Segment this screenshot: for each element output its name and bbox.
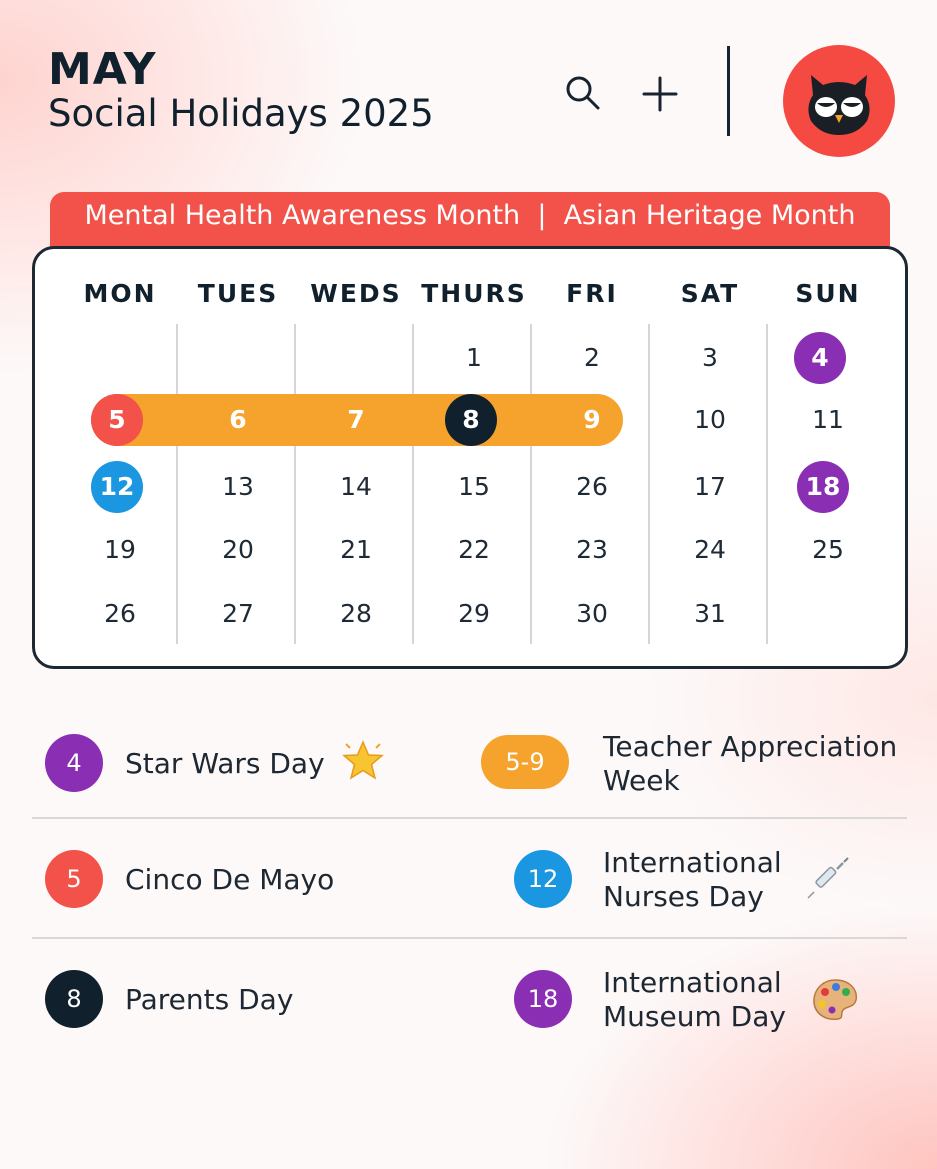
day-cell[interactable]: 2 <box>584 343 600 372</box>
day-cell[interactable]: 22 <box>458 535 490 564</box>
legend-badge: 4 <box>45 734 103 792</box>
calendar-grid <box>32 246 908 669</box>
legend-label: International Nurses Day <box>603 846 782 913</box>
day-cell[interactable]: 28 <box>340 599 372 628</box>
legend-badge: 5-9 <box>481 735 569 789</box>
day-header-thu: THURS <box>421 279 527 308</box>
legend-label: Teacher Appreciation Week <box>603 730 898 797</box>
day-cell-highlighted[interactable]: 4 <box>794 332 846 384</box>
day-header-sun: SUN <box>795 279 861 308</box>
day-header-tue: TUES <box>197 279 279 308</box>
day-cell-highlighted[interactable]: 8 <box>445 394 497 446</box>
star-icon <box>340 738 386 784</box>
header-divider <box>727 46 730 136</box>
day-cell[interactable]: 9 <box>583 405 601 434</box>
owl-logo[interactable] <box>783 45 895 157</box>
day-cell[interactable]: 1 <box>466 343 482 372</box>
legend-badge: 12 <box>514 850 572 908</box>
day-cell[interactable]: 24 <box>694 535 726 564</box>
owl-logo-icon <box>783 45 895 157</box>
day-cell-highlighted[interactable]: 12 <box>91 461 143 513</box>
column-divider <box>176 324 178 644</box>
legend-label: Parents Day <box>125 983 294 1016</box>
page-subtitle: Social Holidays 2025 <box>48 92 434 135</box>
legend-badge: 8 <box>45 970 103 1028</box>
legend-label: International Museum Day <box>603 966 786 1033</box>
day-cell[interactable]: 29 <box>458 599 490 628</box>
legend-badge: 5 <box>45 850 103 908</box>
day-cell[interactable]: 14 <box>340 472 372 501</box>
day-header-sat: SAT <box>680 279 740 308</box>
page-title: MAY <box>48 44 157 95</box>
day-cell[interactable]: 25 <box>812 535 844 564</box>
legend-divider <box>32 817 907 819</box>
day-cell[interactable]: 6 <box>229 405 247 434</box>
day-header-mon: MON <box>83 279 157 308</box>
day-cell-highlighted[interactable]: 5 <box>91 394 143 446</box>
legend-badge: 18 <box>514 970 572 1028</box>
day-cell[interactable]: 7 <box>347 405 365 434</box>
day-cell[interactable]: 15 <box>458 472 490 501</box>
search-icon[interactable] <box>560 72 604 116</box>
legend-divider <box>32 937 907 939</box>
day-cell[interactable]: 3 <box>702 343 718 372</box>
day-cell[interactable]: 27 <box>222 599 254 628</box>
day-cell[interactable]: 26 <box>104 599 136 628</box>
day-cell[interactable]: 20 <box>222 535 254 564</box>
day-cell[interactable]: 26 <box>576 472 608 501</box>
palette-icon <box>810 976 860 1022</box>
banner-text: Mental Health Awareness Month | Asian Heritage Month <box>84 200 856 231</box>
day-header-wed: WEDS <box>310 279 402 308</box>
syringe-icon <box>804 854 852 902</box>
plus-icon[interactable] <box>638 72 682 116</box>
legend-label: Cinco De Mayo <box>125 863 335 896</box>
day-cell[interactable]: 30 <box>576 599 608 628</box>
day-cell[interactable]: 19 <box>104 535 136 564</box>
day-cell[interactable]: 17 <box>694 472 726 501</box>
day-cell[interactable]: 11 <box>812 405 844 434</box>
day-header-fri: FRI <box>566 279 618 308</box>
day-cell-highlighted[interactable]: 18 <box>797 461 849 513</box>
day-cell[interactable]: 31 <box>694 599 726 628</box>
day-cell[interactable]: 10 <box>694 405 726 434</box>
day-cell[interactable]: 21 <box>340 535 372 564</box>
day-cell[interactable]: 23 <box>576 535 608 564</box>
day-cell[interactable]: 13 <box>222 472 254 501</box>
legend-label: Star Wars Day <box>125 747 325 780</box>
